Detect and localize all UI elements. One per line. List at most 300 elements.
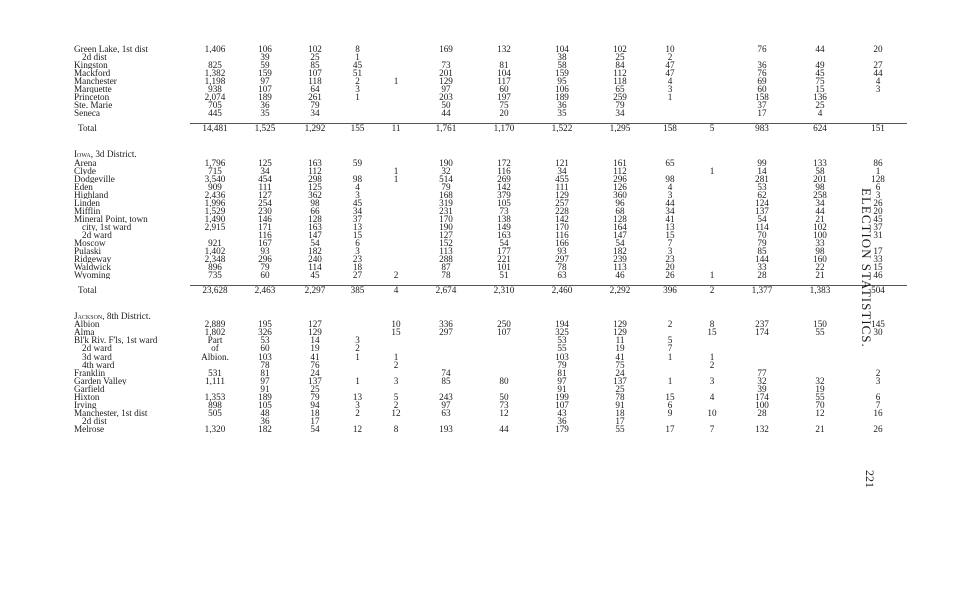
- district-label: , 8th District.: [102, 312, 151, 321]
- vote-cell: 70: [757, 230, 767, 239]
- vote-cell: 15: [665, 230, 675, 239]
- vote-cell: 38: [557, 53, 567, 62]
- vote-cell: 112: [613, 166, 627, 175]
- vote-cell: 2: [709, 360, 715, 369]
- vote-cell: 938: [208, 85, 222, 94]
- vote-cell: 909: [208, 182, 222, 191]
- town-name: Garden Valley: [74, 376, 127, 385]
- table-row: [72, 109, 907, 117]
- vote-cell: [417, 417, 475, 425]
- vote-cell: 201: [813, 174, 827, 183]
- vote-cell: 98: [815, 247, 825, 256]
- vote-cell: 149: [497, 222, 511, 231]
- vote-cell: [649, 167, 691, 175]
- vote-cell: 2,436: [204, 190, 226, 199]
- vote-cell: 3: [393, 376, 399, 385]
- vote-cell: 221: [497, 255, 511, 264]
- vote-cell: 102: [813, 222, 827, 231]
- vote-cell: 983: [733, 124, 791, 133]
- vote-cell: 190: [439, 158, 453, 167]
- vote-cell: [375, 231, 417, 239]
- vote-cell: 55: [815, 392, 825, 401]
- vote-cell: 6: [667, 400, 673, 409]
- vote-cell: 2: [355, 77, 360, 86]
- vote-cell: 48: [260, 408, 270, 417]
- vote-cell: [375, 247, 417, 255]
- vote-cell: [375, 385, 417, 393]
- district-title: [72, 312, 907, 320]
- vote-cell: 194: [555, 320, 569, 329]
- vote-cell: 36: [260, 101, 270, 110]
- vote-cell: 17: [665, 424, 675, 433]
- vote-cell: 1: [393, 77, 399, 86]
- vote-cell: 99: [757, 158, 767, 167]
- vote-cell: 1,996: [204, 198, 226, 207]
- vote-cell: 34: [815, 198, 825, 207]
- town-name: Arena: [74, 158, 97, 167]
- vote-cell: 128: [308, 214, 322, 223]
- vote-cell: 41: [615, 352, 625, 361]
- vote-cell: 189: [258, 392, 272, 401]
- vote-cell: 14: [757, 166, 767, 175]
- vote-cell: 12: [815, 408, 825, 417]
- vote-cell: 127: [258, 190, 272, 199]
- vote-cell: 44: [815, 206, 825, 215]
- vote-cell: 104: [497, 69, 511, 78]
- vote-cell: 1,406: [204, 45, 226, 54]
- vote-cell: 25: [815, 101, 825, 110]
- vote-cell: 44: [815, 45, 825, 54]
- vote-cell: 250: [497, 320, 511, 329]
- vote-cell: 97: [557, 376, 567, 385]
- vote-cell: 20: [665, 263, 675, 272]
- vote-cell: 121: [555, 158, 569, 167]
- vote-cell: 41: [665, 214, 675, 223]
- table-row: [72, 385, 907, 393]
- table-row: [72, 223, 907, 231]
- vote-cell: 13: [665, 222, 675, 231]
- vote-cell: 1: [709, 352, 715, 361]
- vote-cell: 79: [310, 392, 320, 401]
- vote-cell: 17: [873, 247, 883, 256]
- vote-cell: [190, 417, 240, 425]
- vote-cell: [691, 223, 733, 231]
- vote-cell: 102: [308, 45, 322, 54]
- vote-cell: 133: [813, 158, 827, 167]
- vote-cell: 1: [667, 93, 673, 102]
- vote-cell: 46: [615, 271, 625, 280]
- vote-cell: 113: [613, 263, 627, 272]
- vote-cell: 129: [308, 328, 322, 337]
- vote-cell: 17: [615, 416, 625, 425]
- vote-cell: 37: [757, 101, 767, 110]
- vote-cell: 65: [615, 85, 625, 94]
- vote-cell: 36: [260, 416, 270, 425]
- vote-cell: 34: [615, 109, 625, 118]
- vote-cell: 129: [613, 320, 627, 329]
- vote-cell: [733, 417, 791, 425]
- vote-cell: 239: [613, 255, 627, 264]
- vote-cell: 96: [615, 198, 625, 207]
- vote-cell: 28: [757, 271, 767, 280]
- vote-cell: 8: [393, 424, 399, 433]
- vote-cell: [691, 93, 733, 101]
- vote-cell: 50: [499, 392, 509, 401]
- town-name: Albion: [74, 320, 100, 329]
- vote-cell: 21: [815, 424, 825, 433]
- vote-cell: 296: [613, 174, 627, 183]
- table-row: [72, 361, 907, 369]
- vote-cell: [691, 385, 733, 393]
- vote-cell: 107: [497, 328, 511, 337]
- vote-cell: 259: [613, 93, 627, 102]
- vote-cell: 296: [258, 255, 272, 264]
- vote-cell: 60: [260, 271, 270, 280]
- vote-cell: 97: [260, 77, 270, 86]
- vote-cell: 898: [208, 400, 222, 409]
- vote-cell: 203: [439, 93, 453, 102]
- vote-cell: 11: [375, 124, 417, 133]
- town-name: 2d dist: [82, 416, 107, 425]
- vote-cell: 60: [757, 85, 767, 94]
- vote-cell: 114: [755, 222, 769, 231]
- vote-cell: 1,292: [290, 124, 340, 133]
- table-row: [72, 61, 907, 69]
- vote-cell: 103: [258, 352, 272, 361]
- vote-cell: 78: [441, 271, 451, 280]
- table-row: [72, 183, 907, 191]
- vote-cell: 159: [258, 69, 272, 78]
- vote-cell: 45: [873, 214, 883, 223]
- vote-cell: 163: [308, 158, 322, 167]
- vote-cell: [691, 101, 733, 109]
- vote-cell: [649, 101, 691, 109]
- table-row: [72, 45, 907, 53]
- vote-cell: 33: [873, 255, 883, 264]
- vote-cell: 2: [667, 320, 673, 329]
- vote-cell: 5: [393, 392, 399, 401]
- vote-cell: 7: [709, 424, 715, 433]
- vote-cell: 3: [355, 85, 360, 94]
- vote-cell: 66: [310, 206, 320, 215]
- vote-cell: 84: [615, 61, 625, 70]
- vote-cell: 33: [757, 263, 767, 272]
- vote-cell: 7: [667, 238, 673, 248]
- vote-cell: 74: [441, 368, 451, 377]
- vote-cell: [791, 353, 849, 361]
- vote-cell: 2,915: [204, 222, 226, 231]
- vote-cell: 116: [555, 230, 569, 239]
- vote-cell: 3: [667, 85, 673, 94]
- vote-cell: 50: [441, 101, 451, 110]
- vote-cell: [691, 45, 733, 53]
- vote-cell: [475, 353, 533, 361]
- section-gap: [72, 294, 907, 312]
- vote-cell: 1,111: [205, 376, 225, 385]
- vote-cell: 1,353: [204, 392, 226, 401]
- vote-cell: [375, 369, 417, 377]
- vote-cell: 4: [355, 182, 360, 191]
- vote-cell: 44: [441, 109, 451, 118]
- vote-cell: 1,295: [591, 124, 649, 133]
- vote-cell: 1: [709, 166, 715, 175]
- town-name: 4th ward: [82, 360, 115, 369]
- vote-cell: 24: [310, 368, 320, 377]
- vote-cell: 1: [355, 376, 360, 385]
- vote-cell: 261: [308, 93, 322, 102]
- vote-cell: 257: [555, 198, 569, 207]
- vote-cell: 230: [258, 206, 272, 215]
- vote-cell: 27: [352, 271, 363, 280]
- vote-cell: 3: [667, 247, 673, 256]
- vote-cell: 34: [352, 206, 363, 215]
- table-row: [72, 425, 907, 433]
- vote-cell: 14: [310, 336, 320, 345]
- vote-cell: 1: [667, 376, 673, 385]
- vote-cell: 77: [757, 368, 767, 377]
- vote-cell: 3: [875, 376, 881, 385]
- vote-cell: 137: [613, 376, 627, 385]
- vote-cell: 6: [355, 238, 360, 248]
- vote-cell: 3: [667, 190, 673, 199]
- town-name: Mineral Point, town: [74, 214, 148, 223]
- vote-cell: 1,522: [533, 124, 591, 133]
- vote-cell: 297: [439, 328, 453, 337]
- vote-cell: 118: [613, 77, 627, 86]
- vote-cell: 514: [439, 174, 453, 183]
- vote-cell: 231: [439, 206, 453, 215]
- vote-cell: [340, 101, 375, 109]
- vote-cell: 47: [665, 69, 675, 78]
- vote-cell: 15: [665, 392, 675, 401]
- vote-cell: [375, 93, 417, 101]
- vote-cell: 26: [873, 198, 883, 207]
- vote-cell: 174: [755, 328, 769, 337]
- vote-cell: 45: [352, 198, 363, 207]
- table-row: [72, 393, 907, 401]
- vote-cell: [849, 53, 907, 61]
- vote-cell: 189: [258, 93, 272, 102]
- vote-cell: 70: [815, 400, 825, 409]
- vote-cell: 1: [667, 352, 673, 361]
- vote-cell: 45: [815, 69, 825, 78]
- vote-cell: [691, 199, 733, 207]
- vote-cell: 32: [757, 376, 767, 385]
- vote-cell: [417, 361, 475, 369]
- vote-cell: [691, 61, 733, 69]
- vote-cell: 45: [352, 61, 363, 70]
- vote-cell: 93: [557, 247, 567, 256]
- vote-cell: 6: [875, 182, 881, 191]
- town-name: Franklin: [74, 368, 106, 377]
- vote-cell: 68: [615, 206, 625, 215]
- town-name: Green Lake, 1st dist: [74, 45, 148, 54]
- vote-cell: 124: [755, 198, 769, 207]
- vote-cell: [340, 320, 375, 328]
- vote-cell: [417, 385, 475, 393]
- vote-cell: 97: [441, 85, 451, 94]
- town-name: Linden: [74, 198, 101, 207]
- vote-cell: [340, 385, 375, 393]
- vote-cell: 142: [497, 182, 511, 191]
- vote-cell: 10: [707, 408, 717, 417]
- table-row: [72, 175, 907, 183]
- table-row: [72, 369, 907, 377]
- election-statistics-table: [72, 45, 907, 433]
- district-header: [72, 150, 907, 158]
- vote-cell: 69: [757, 77, 767, 86]
- vote-cell: 1,402: [204, 247, 226, 256]
- vote-cell: 240: [308, 255, 322, 264]
- vote-cell: 127: [439, 230, 453, 239]
- vote-cell: 12: [499, 408, 509, 417]
- vote-cell: 2,310: [475, 286, 533, 295]
- table-row: [72, 271, 907, 279]
- vote-cell: 63: [557, 271, 567, 280]
- vote-cell: [691, 417, 733, 425]
- town-name: Dodgeville: [74, 174, 115, 183]
- vote-cell: 114: [308, 263, 322, 272]
- vote-cell: 144: [755, 255, 769, 264]
- vote-cell: 1,170: [475, 124, 533, 133]
- vote-cell: [375, 101, 417, 109]
- vote-cell: 54: [310, 424, 320, 433]
- vote-cell: 1,529: [204, 206, 226, 215]
- vote-cell: [340, 328, 375, 336]
- vote-cell: 1,198: [204, 77, 226, 86]
- table-row: [72, 215, 907, 223]
- vote-cell: 454: [258, 174, 272, 183]
- vote-cell: 195: [258, 320, 272, 329]
- vote-cell: 98: [665, 174, 675, 183]
- vote-cell: 81: [260, 368, 270, 377]
- vote-cell: [691, 215, 733, 223]
- table-row: [72, 336, 907, 344]
- vote-cell: [375, 215, 417, 223]
- vote-cell: 26: [665, 271, 675, 280]
- vote-cell: 60: [499, 85, 509, 94]
- vote-cell: 504: [849, 286, 907, 295]
- vote-cell: 129: [439, 77, 453, 86]
- vote-cell: 624: [791, 124, 849, 133]
- vote-cell: 91: [260, 384, 270, 393]
- vote-cell: 3: [355, 190, 360, 199]
- vote-cell: 4: [817, 109, 823, 118]
- vote-cell: 78: [615, 392, 625, 401]
- county-name: Jackson: [74, 312, 103, 321]
- vote-cell: 44: [665, 198, 675, 207]
- vote-cell: 137: [308, 376, 322, 385]
- vote-cell: 288: [439, 255, 453, 264]
- vote-cell: [340, 167, 375, 175]
- vote-cell: 76: [757, 69, 767, 78]
- vote-cell: 75: [815, 77, 825, 86]
- vote-cell: 73: [499, 400, 509, 409]
- vote-cell: [691, 85, 733, 93]
- vote-cell: 2: [355, 344, 360, 353]
- vote-cell: 86: [873, 158, 883, 167]
- vote-cell: 455: [555, 174, 569, 183]
- town-name: Bl'k Riv. F'ls, 1st ward: [74, 336, 158, 345]
- town-name: Alma: [74, 328, 95, 337]
- vote-cell: [417, 353, 475, 361]
- vote-cell: [375, 255, 417, 263]
- table-row: [72, 401, 907, 409]
- vote-cell: 170: [439, 214, 453, 223]
- vote-cell: 39: [260, 53, 270, 62]
- town-name: 2d ward: [82, 230, 112, 239]
- vote-cell: 91: [557, 384, 567, 393]
- vote-cell: 78: [260, 360, 270, 369]
- district-label: , 3d District.: [90, 150, 137, 159]
- vote-cell: 8: [709, 320, 715, 329]
- vote-cell: 735: [208, 271, 222, 280]
- vote-cell: [375, 336, 417, 344]
- vote-cell: [375, 69, 417, 77]
- vote-cell: 117: [497, 77, 511, 86]
- vote-cell: 3: [709, 376, 715, 385]
- town-name: Mackford: [74, 69, 111, 78]
- town-name: Garfield: [74, 384, 105, 393]
- vote-cell: [691, 247, 733, 255]
- vote-cell: 103: [555, 352, 569, 361]
- vote-cell: 21: [815, 214, 825, 223]
- town-name: Total: [78, 285, 97, 295]
- vote-cell: 81: [557, 368, 567, 377]
- vote-cell: 2: [393, 360, 399, 369]
- vote-cell: 1,796: [204, 158, 226, 167]
- vote-cell: 160: [813, 255, 827, 264]
- vote-cell: 147: [613, 230, 627, 239]
- table-row: [72, 263, 907, 271]
- vote-cell: 896: [208, 263, 222, 272]
- vote-cell: 25: [615, 384, 625, 393]
- vote-cell: 18: [615, 408, 625, 417]
- vote-cell: 118: [308, 77, 322, 86]
- vote-cell: 243: [439, 392, 453, 401]
- vote-cell: 1,802: [204, 328, 226, 337]
- vote-cell: 182: [613, 247, 627, 256]
- vote-cell: 14,481: [190, 124, 240, 133]
- vote-cell: 1,383: [791, 286, 849, 295]
- vote-cell: 190: [439, 222, 453, 231]
- vote-cell: 65: [665, 158, 675, 167]
- vote-cell: 152: [439, 238, 453, 248]
- vote-cell: 15: [707, 328, 717, 337]
- vote-cell: 150: [813, 320, 827, 329]
- vote-cell: 63: [441, 408, 451, 417]
- vote-cell: 319: [439, 198, 453, 207]
- vote-cell: [375, 183, 417, 191]
- vote-cell: [340, 109, 375, 117]
- town-name: Ridgeway: [74, 255, 112, 264]
- vote-cell: 18: [310, 408, 320, 417]
- vote-cell: 73: [441, 61, 451, 70]
- vote-cell: 22: [815, 263, 825, 272]
- vote-cell: 19: [615, 344, 625, 353]
- vote-cell: 93: [260, 247, 270, 256]
- vote-cell: Albion.: [201, 352, 229, 361]
- vote-cell: 85: [757, 247, 767, 256]
- vote-cell: 23,628: [190, 286, 240, 295]
- vote-cell: 15: [352, 230, 363, 239]
- table-row: [72, 85, 907, 93]
- vote-cell: 44: [499, 424, 509, 433]
- vote-cell: 76: [757, 45, 767, 54]
- vote-cell: 258: [813, 190, 827, 199]
- vote-cell: 158: [649, 124, 691, 133]
- vote-cell: 171: [258, 222, 272, 231]
